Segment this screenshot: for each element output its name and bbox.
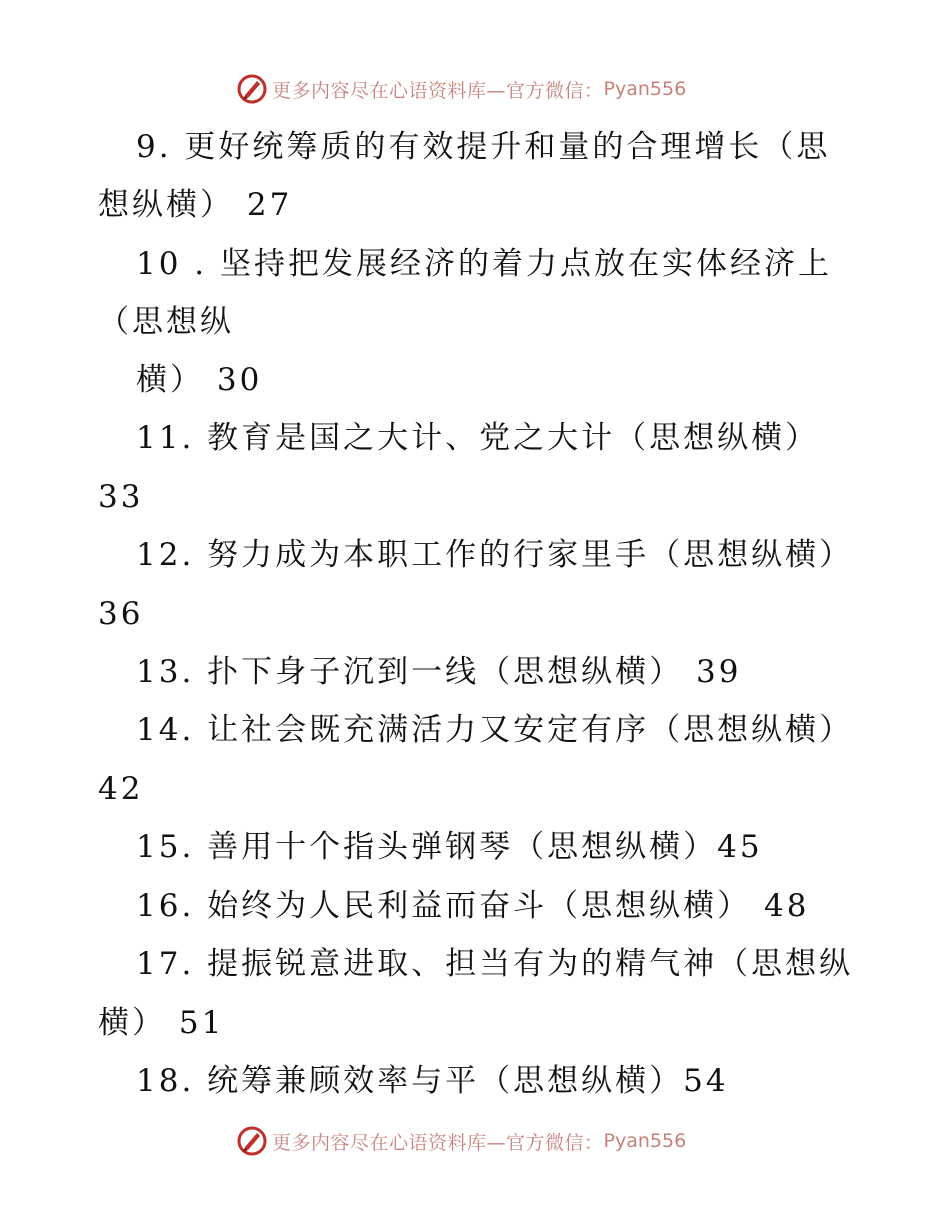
toc-line: 33	[98, 479, 144, 515]
toc-line: 想纵横） 27	[98, 187, 293, 223]
toc-line: 9. 更好统筹质的有效提升和量的合理增长（思	[136, 129, 831, 165]
pen-seal-icon	[236, 1125, 268, 1157]
watermark-wechat-id: Pyan556	[603, 78, 687, 100]
header-watermark	[236, 72, 686, 106]
toc-line: 42	[98, 771, 144, 807]
toc-line: 横） 30	[136, 362, 263, 398]
pen-seal-icon	[236, 73, 268, 105]
watermark-text: 更多内容尽在心语资料库—官方微信：	[272, 1131, 604, 1154]
toc-line: 12. 努力成为本职工作的行家里手（思想纵横）	[136, 537, 854, 573]
toc-line: 16. 始终为人民利益而奋斗（思想纵横） 48	[136, 888, 810, 924]
footer-watermark	[236, 1124, 686, 1158]
toc-line: 横） 51	[98, 1005, 225, 1041]
watermark-text: 更多内容尽在心语资料库—官方微信：	[272, 79, 604, 102]
toc-line: 14. 让社会既充满活力又安定有序（思想纵横）	[136, 712, 854, 748]
watermark-wechat-id: Pyan556	[603, 1130, 687, 1152]
toc-line: 17. 提振锐意进取、担当有为的精气神（思想纵	[136, 946, 854, 982]
toc-line: 18. 统筹兼顾效率与平（思想纵横）54	[136, 1063, 729, 1099]
toc-line: （思想纵	[98, 304, 234, 340]
toc-line: 36	[98, 596, 144, 632]
toc-line: 15. 善用十个指头弹钢琴（思想纵横）45	[136, 829, 763, 865]
toc-line: 10 . 坚持把发展经济的着力点放在实体经济上	[136, 246, 833, 282]
toc-line: 11. 教育是国之大计、党之大计（思想纵横）	[136, 420, 820, 456]
toc-line: 13. 扑下身子沉到一线（思想纵横） 39	[136, 654, 742, 690]
